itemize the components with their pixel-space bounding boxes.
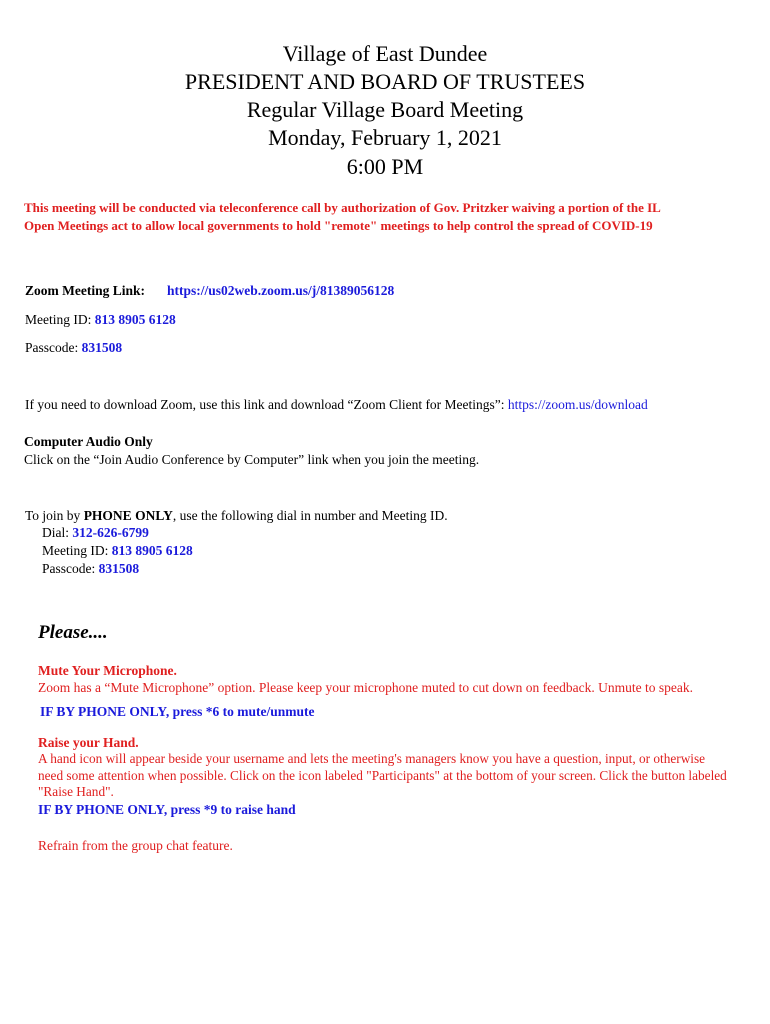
passcode-label: Passcode: (25, 340, 82, 355)
passcode-value: 831508 (81, 340, 123, 355)
download-text: If you need to download Zoom, use this link and download “Zoom Client for Meetings”: (25, 397, 508, 412)
meeting-id-label: Meeting ID: (25, 312, 95, 327)
raise-hand-heading: Raise your Hand. (38, 735, 139, 750)
phone-intro (25, 507, 448, 524)
please-heading: Please.... (38, 622, 108, 643)
phone-meeting-id-row (42, 542, 193, 559)
mute-phone-instruction: IF BY PHONE ONLY, press *6 to mute/unmute (40, 704, 315, 719)
meeting-id-value: 813 8905 6128 (94, 312, 176, 327)
dial-label: Dial: (42, 525, 73, 540)
dial-number: 312-626-6799 (72, 525, 149, 540)
computer-audio-heading: Computer Audio Only (24, 434, 153, 449)
phone-only-emphasis: PHONE ONLY (83, 508, 173, 523)
phone-meeting-id-value: 813 8905 6128 (111, 543, 193, 558)
phone-passcode-label: Passcode: (42, 561, 99, 576)
zoom-meeting-link[interactable]: https://us02web.zoom.us/j/81389056128 (167, 283, 395, 298)
village-name: Village of East Dundee (282, 41, 488, 66)
mute-heading: Mute Your Microphone. (38, 663, 177, 678)
phone-intro-post: , use the following dial in number and Meeting ID. (172, 508, 448, 523)
refrain-text: Refrain from the group chat feature. (38, 838, 233, 853)
meeting-type: Regular Village Board Meeting (246, 97, 524, 122)
raise-hand-phone-instruction: IF BY PHONE ONLY, press *9 to raise hand (38, 802, 296, 817)
download-row (25, 396, 648, 413)
phone-intro-pre: To join by (25, 508, 84, 523)
phone-passcode-row (42, 560, 139, 577)
phone-passcode-value: 831508 (98, 561, 140, 576)
phone-meeting-id-label: Meeting ID: (42, 543, 112, 558)
meeting-time: 6:00 PM (346, 154, 424, 179)
teleconference-notice-line2: Open Meetings act to allow local governments to hold "remote" meetings to help control the spread of COVID-19 (24, 218, 653, 233)
teleconference-notice-line1: This meeting will be conducted via teleconference call by authorization of Gov. Pritzker waiving a portion of the IL (24, 200, 661, 215)
raise-hand-text: A hand icon will appear beside your username and lets the meeting's managers know you have a question, input, or otherwise need some attention when possible. Click on the icon labeled "Participants" at the bottom of your screen. Click the button labeled "Raise Hand". (38, 751, 727, 799)
zoom-link-label: Zoom Meeting Link: (25, 283, 145, 298)
meeting-date: Monday, February 1, 2021 (268, 125, 502, 150)
board-title: PRESIDENT AND BOARD OF TRUSTEES (184, 69, 586, 94)
mute-text: Zoom has a “Mute Microphone” option. Please keep your microphone muted to cut down on feedback. Unmute to speak. (38, 680, 693, 695)
phone-dial-row (42, 524, 149, 541)
zoom-meeting-id-row (25, 311, 176, 328)
computer-audio-text: Click on the “Join Audio Conference by Computer” link when you join the meeting. (24, 452, 480, 467)
zoom-download-link[interactable]: https://zoom.us/download (507, 397, 648, 412)
zoom-passcode-row (25, 339, 122, 356)
